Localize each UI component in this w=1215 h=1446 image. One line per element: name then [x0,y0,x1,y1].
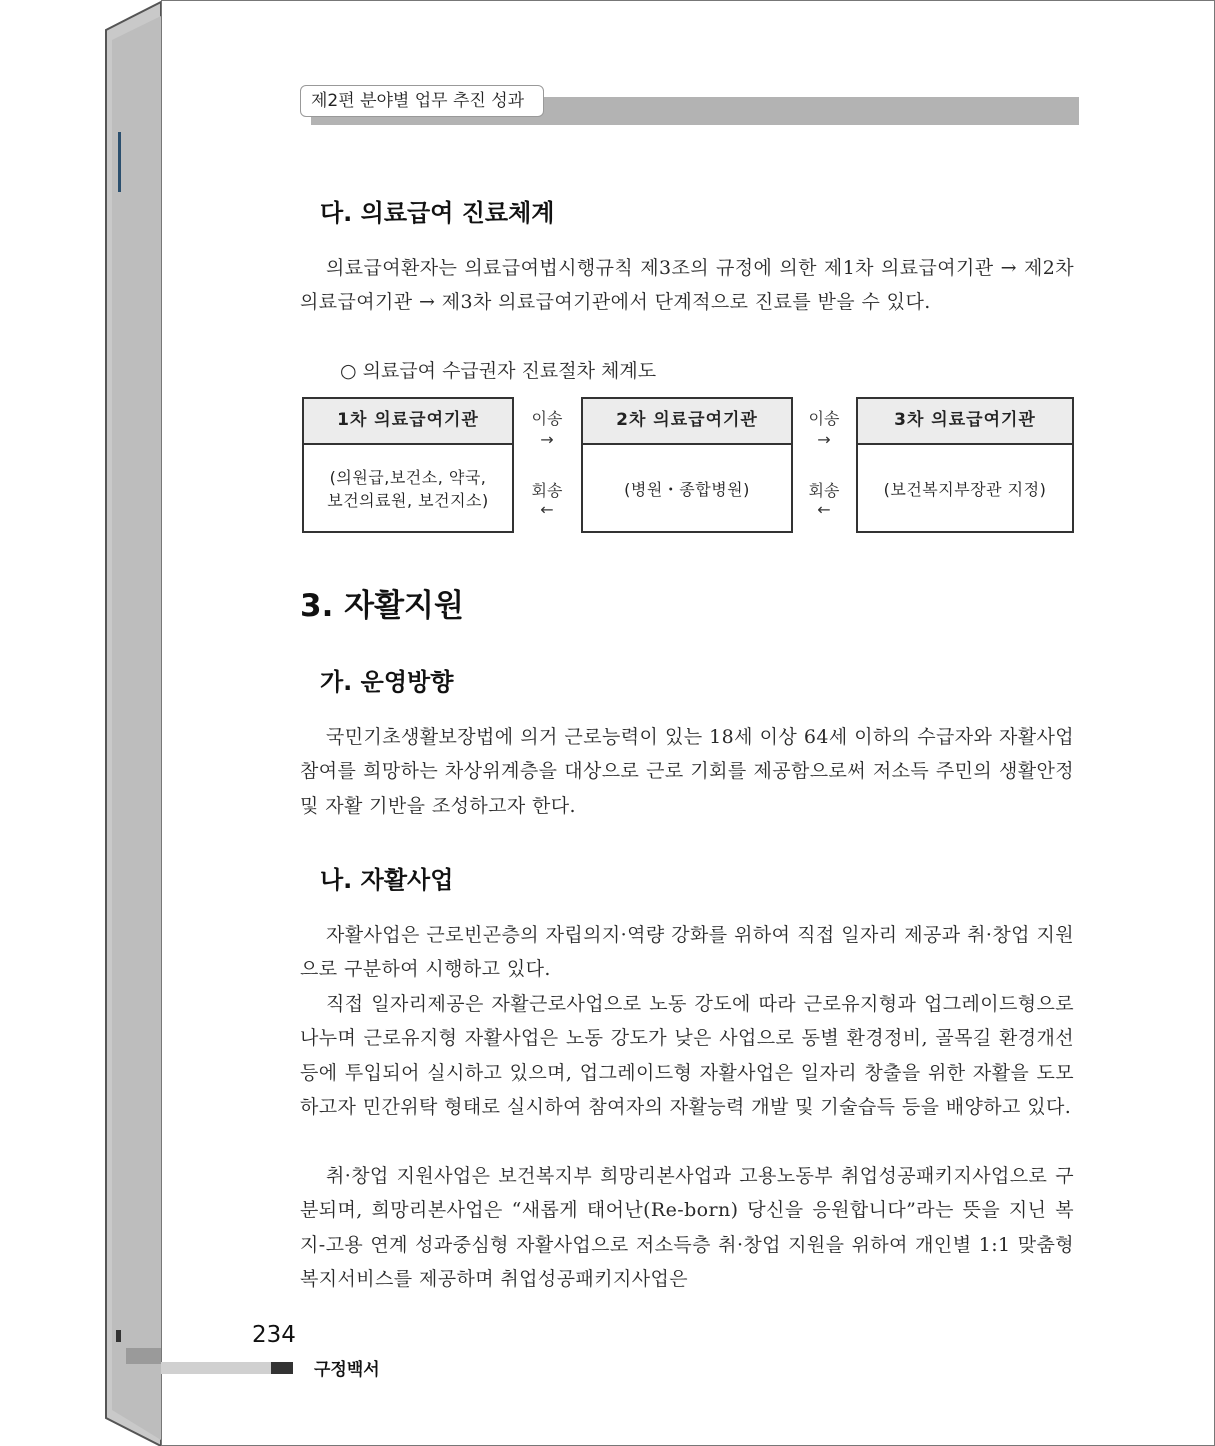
operation-direction-paragraph: 국민기초생활보장법에 의거 근로능력이 있는 18세 이상 64세 이하의 수급자와 자활사업 참여를 희망하는 차상위계층을 대상으로 근로 기회를 제공함으로써 저소득 주민의 생활안정 및 자활 기반을 조성하고자 한다. [300,726,1074,817]
flow-connector-2 [789,400,859,530]
section-heading-medical-care: 다. 의료급여 진료체계 [320,199,555,227]
section-heading-self-support: 3. 자활지원 [300,588,464,624]
footer-bar [161,1362,271,1374]
chapter-tab: 제2편 분야별 업무 추진 성과 [300,85,544,117]
projects-paragraph-3: 취·창업 지원사업은 보건복지부 희망리본사업과 고용노동부 취업성공패키지사업으로 구분되며, 희망리본사업은 “새롭게 태어난(Re-born) 당신을 응원합니다”라는 뜻을 지닌 복지-고용 연계 성과중심형 자활사업으로 저소득층 취·창업 지원을 위하여 개인별 1:1 맞춤형 복지서비스를 제공하며 취업성공패키지사업은 [300,1165,1074,1290]
right-arrow-icon: → [817,430,831,449]
return-label: 회송 [531,481,563,500]
right-arrow-icon: → [540,430,554,449]
medical-care-paragraph: 의료급여환자는 의료급여법시행규칙 제3조의 규정에 의한 제1차 의료급여기관 → 제2차 의료급여기관 → 제3차 의료급여기관에서 단계적으로 진료를 받을 수 있다. [300,257,1074,314]
flow-box-title: 2차 의료급여기관 [583,399,791,445]
projects-paragraph-2: 직접 일자리제공은 자활근로사업으로 노동 강도에 따라 근로유지형과 업그레이드형으로 나누며 근로유지형 자활사업은 노동 강도가 낮은 사업으로 동별 환경정비, 골목길 환경개선 등에 투입되어 실시하고 있으며, 업그레이드형 자활사업은 일자리 창출을 위한 자활을 도모하고자 민간위탁 형태로 실시하여 참여자의 자활능력 개발 및 기술습득 등을 배양하고 있다. [300,993,1074,1118]
flow-box-body-line: (보건복지부장관 지정) [883,479,1047,499]
flow-box-body [583,445,791,533]
flow-box-body-line: (병원・종합병원) [624,479,750,499]
flow-box-tier2 [581,397,793,533]
return-label: 회송 [808,481,840,500]
transfer-label: 이송 [531,409,563,428]
flow-chart-caption: ○ 의료급여 수급권자 진료절차 체계도 [340,360,657,382]
flow-box-body [858,445,1072,533]
left-arrow-icon: ← [817,500,831,519]
flow-connector-1 [512,400,582,530]
flow-box-body-line: 보건의료원, 보건지소) [327,491,489,510]
subheading-operation-direction: 가. 운영방향 [320,668,454,696]
book-spine [104,0,164,1446]
flow-box-title: 3차 의료급여기관 [858,399,1072,445]
subheading-self-support-projects: 나. 자활사업 [320,866,454,894]
page-number: 234 [252,1322,296,1348]
flow-box-tier3 [856,397,1074,533]
footer-marker [271,1362,293,1374]
transfer-label: 이송 [808,409,840,428]
book-title: 구정백서 [314,1360,380,1380]
flow-box-body [304,445,512,533]
flow-box-tier1 [302,397,514,533]
flow-box-title: 1차 의료급여기관 [304,399,512,445]
left-arrow-icon: ← [540,500,554,519]
flow-box-body-line: (의원급,보건소, 약국, [329,468,487,487]
projects-paragraph-1: 자활사업은 근로빈곤층의 자립의지·역량 강화를 위하여 직접 일자리 제공과 취·창업 지원으로 구분하여 시행하고 있다. [300,924,1074,981]
